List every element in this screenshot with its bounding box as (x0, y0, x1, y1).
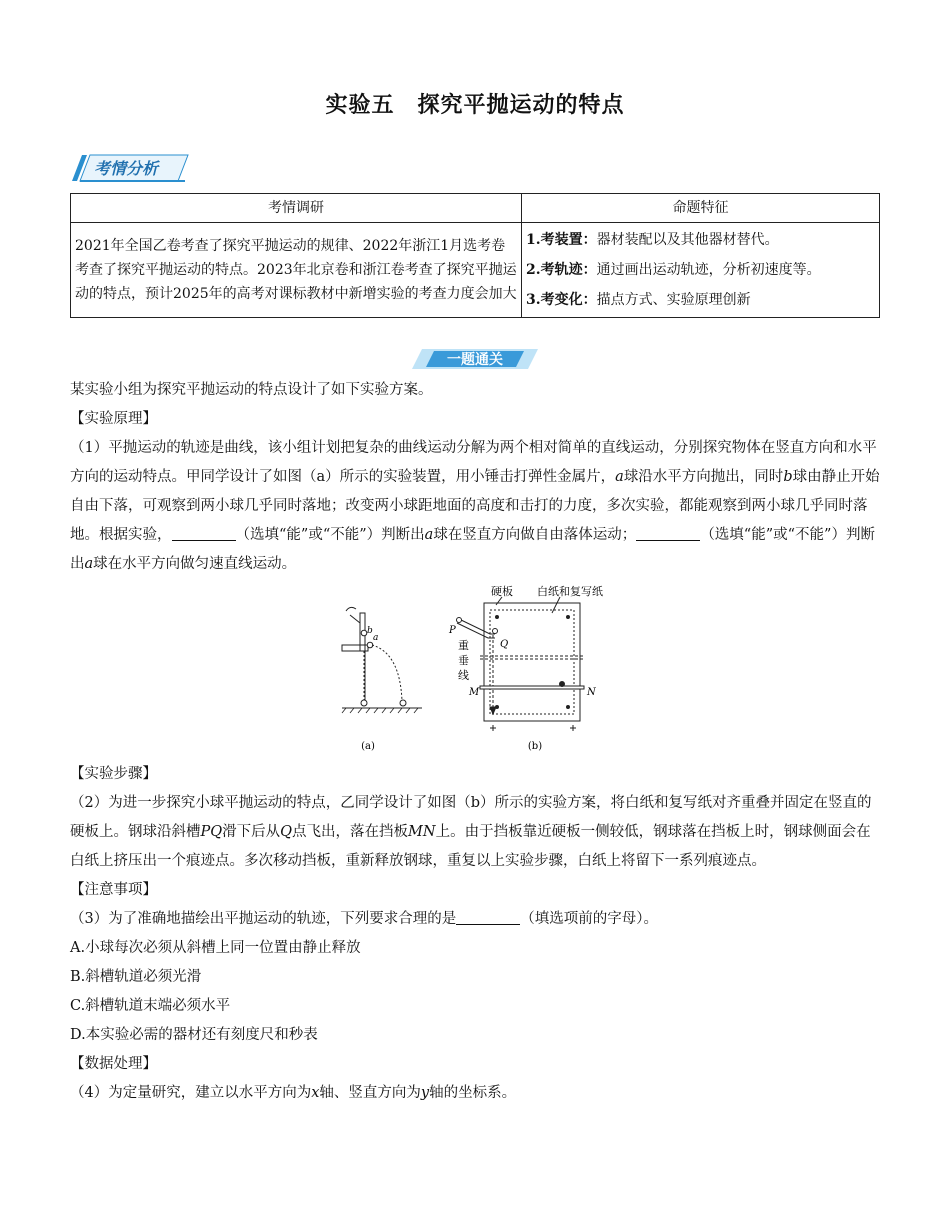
ball-a (367, 642, 373, 648)
section-steps: 【实验步骤】 (70, 766, 157, 782)
table-header-features: 命题特征 (522, 194, 880, 223)
question-body-top (70, 376, 882, 579)
section-badge-label: 考情分析 (94, 159, 159, 178)
ribbon-label: 一题通关 (447, 352, 503, 368)
label-plumb-1: 重 (458, 639, 469, 652)
table-header-research: 考情调研 (71, 194, 522, 223)
label-hardboard: 硬板 (491, 585, 513, 598)
question-3: （3）为了准确地描绘出平抛运动的轨迹，下列要求合理的是 （填选项前的字母）。 (70, 911, 658, 927)
answer-blank (172, 526, 236, 541)
question-2: （2）为进一步探究小球平抛运动的特点，乙同学设计了如图（b）所示的实验方案，将白纸和复写纸对齐重叠并固定在竖直的硬板上。钢球沿斜槽PQ滑下后从Q点飞出，落在挡板MN上。由于挡板靠近硬板一侧较低，钢球落在挡板上时，钢球侧面会在白纸上挤压出一个痕迹点。多次移动挡板，重新释放钢球，重复以上实验步骤，白纸上将留下一系列痕迹点。 (70, 795, 872, 869)
label-a: a (373, 633, 379, 643)
page-title: 实验五 探究平抛运动的特点 (325, 93, 625, 118)
section-principle: 【实验原理】 (70, 411, 157, 427)
option-c: C.斜槽轨道末端必须水平 (70, 998, 231, 1014)
research-cell: 2021年全国乙卷考查了探究平抛运动的规律、2022年浙江1月选考卷考查了探究平抛运动的特点。2023年北京卷和浙江卷考查了探究平抛运动的特点，预计2025年的高考对课标教材中新增实验的考查力度会加大 (71, 223, 522, 318)
table-header-row (71, 194, 880, 223)
table-row (71, 223, 880, 318)
section-notes: 【注意事项】 (70, 882, 157, 898)
figure-a-apparatus (342, 607, 422, 713)
section-data: 【数据处理】 (70, 1056, 157, 1072)
figure-b-caption: (b) (527, 741, 543, 752)
label-plumb-2: 垂 (458, 654, 469, 667)
figure-b-apparatus (457, 597, 586, 731)
label-paper: 白纸和复写纸 (537, 585, 603, 598)
feature-item: 1.考装置：器材装配以及其他器材替代。 (526, 232, 779, 248)
question-body-bottom (70, 760, 882, 1108)
answer-blank (456, 910, 520, 925)
feature-item: 3.考变化：描点方式、实验原理创新 (526, 292, 751, 308)
figure-a-caption: (a) (361, 741, 375, 752)
section-badge (70, 153, 190, 183)
answer-blank (636, 526, 700, 541)
features-cell (522, 223, 880, 318)
label-Q: Q (500, 639, 509, 650)
label-b: b (367, 626, 373, 636)
ribbon-banner (412, 345, 538, 373)
experiment-figure (330, 583, 620, 753)
question-1: （1）平抛运动的轨迹是曲线，该小组计划把复杂的曲线运动分解为两个相对简单的直线运动，分别探究物体在竖直方向和水平方向的运动特点。甲同学设计了如图（a）所示的实验装置，用小锤击打弹性金属片，a球沿水平方向抛出，同时b球由静止开始自由下落，可观察到两小球几乎同时落地；改变两小球距地面的高度和击打的力度，多次实验，都能观察到两小球几乎同时落地。根据实验， （选填“能”或“不能”）判断出a球在竖直方向做自由落体运动； （选填“能”或“不能”）判断出a球在水平方向做匀速直线运动。 (70, 440, 880, 572)
option-b: B.斜槽轨道必须光滑 (70, 969, 202, 985)
question-4: （4）为定量研究，建立以水平方向为x轴、竖直方向为y轴的坐标系。 (70, 1085, 517, 1101)
option-a: A.小球每次必须从斜槽上同一位置由静止释放 (70, 940, 361, 956)
ball-b (361, 630, 367, 636)
intro-text: 某实验小组为探究平抛运动的特点设计了如下实验方案。 (70, 382, 433, 398)
feature-item: 2.考轨迹：通过画出运动轨迹，分析初速度等。 (526, 262, 821, 278)
exam-analysis-table (70, 193, 880, 318)
label-P: P (449, 625, 456, 636)
label-N: N (587, 687, 596, 698)
label-M: M (469, 687, 480, 698)
label-plumb-3: 线 (458, 669, 469, 682)
option-d: D.本实验必需的器材还有刻度尺和秒表 (70, 1027, 318, 1043)
